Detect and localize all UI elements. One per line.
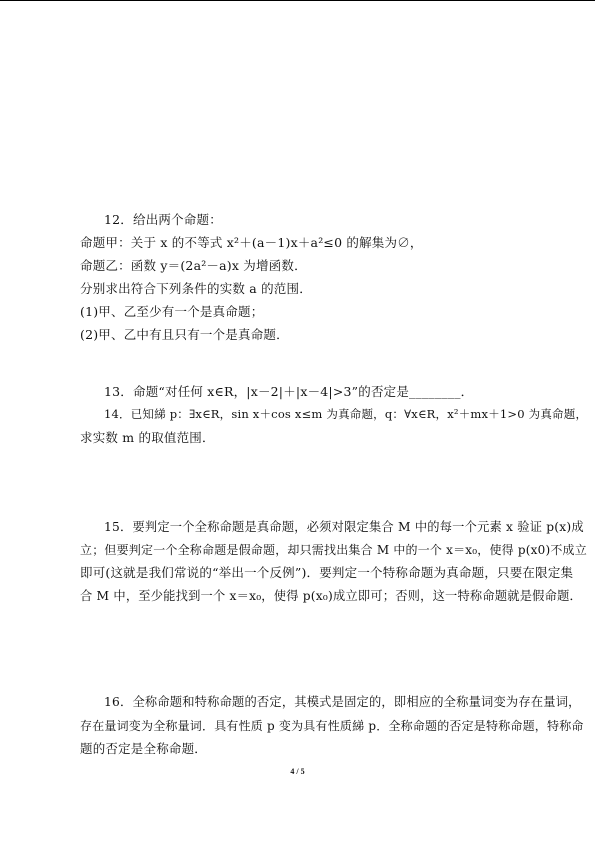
page-number: 4 / 5 (290, 767, 305, 776)
problem-15-line-2: 立；但要判定一个全称命题是假命题，却只需找出集合 M 中的一个 x＝x₀，使得 p(x0)不成立 (80, 543, 587, 557)
problem-14-line-1: 14．已知綈 p：∃x∈R，sin x＋cos x≤m 为真命题，q：∀x∈R，x²＋mx＋1>0 为真命题， (104, 407, 588, 421)
problem-12-statement-a: 命题甲：关于 x 的不等式 x²＋(a－1)x＋a²≤0 的解集为∅， (80, 235, 423, 250)
problem-16-line-1: 16．全称命题和特称命题的否定，其模式是固定的，即相应的全称量词变为存在量词， (104, 695, 581, 709)
problem-16-line-2: 存在量词变为全称量词．具有性质 p 变为具有性质綈 p．全称命题的否定是特称命题，特称命 (80, 719, 584, 733)
problem-12-part-2: (2)甲、乙中有且只有一个是真命题． (80, 327, 289, 342)
problem-12-task: 分别求出符合下列条件的实数 a 的范围． (80, 281, 312, 296)
problem-15-line-1: 15．要判定一个全称命题是真命题，必须对限定集合 M 中的每一个元素 x 验证 p(x)成 (104, 520, 584, 534)
problem-14-line-2: 求实数 m 的取值范围． (80, 430, 215, 445)
top-border-rule (0, 0, 595, 1)
problem-12-part-1: (1)甲、乙至少有一个是真命题； (80, 304, 264, 319)
problem-15-line-3: 即可(这就是我们常说的“举出一个反例”)．要判定一个特称命题为真命题，只要在限定集 (80, 565, 574, 580)
problem-12-statement-b: 命题乙：函数 y＝(2a²－a)x 为增函数． (80, 258, 307, 273)
problem-12-heading: 12．给出两个命题： (104, 212, 222, 227)
problem-15-line-4: 合 M 中，至少能找到一个 x＝x₀，使得 p(x₀)成立即可；否则，这一特称命题就是假命题． (80, 589, 582, 603)
problem-16-line-3: 题的否定是全称命题． (80, 741, 208, 756)
problem-13-text: 13．命题“对任何 x∈R，|x－2|＋|x－4|>3”的否定是________． (104, 384, 474, 399)
